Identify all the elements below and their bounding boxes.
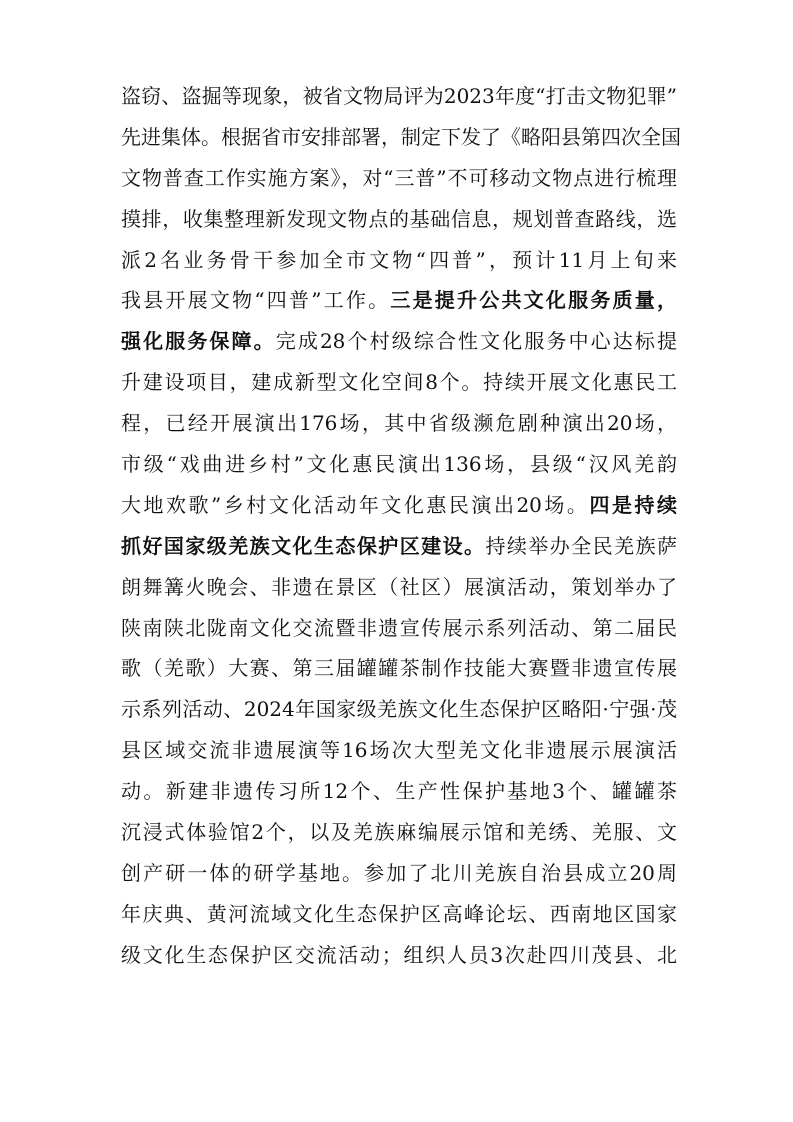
body-text bbox=[121, 76, 681, 976]
text-segment: 市级“戏曲进乡村”文化惠民演出136场，县级“汉风羌韵 bbox=[121, 452, 677, 477]
text-segment: 动。新建非遗传习所12个、生产性保护基地3个、罐罐茶 bbox=[121, 779, 677, 804]
text-line bbox=[121, 812, 677, 853]
text-segment: 年庆典、黄河流域文化生态保护区高峰论坛、西南地区国家 bbox=[121, 901, 677, 926]
text-line bbox=[121, 321, 677, 362]
text-line bbox=[121, 240, 677, 281]
text-segment: 升建设项目，建成新型文化空间8个。持续开展文化惠民工 bbox=[121, 370, 677, 395]
bold-text-segment: 强化服务保障。 bbox=[121, 329, 276, 354]
text-line bbox=[121, 280, 677, 321]
text-line bbox=[121, 608, 677, 649]
text-segment: 完成28个村级综合性文化服务中心达标提 bbox=[275, 329, 678, 354]
text-segment: 程，已经开展演出176场，其中省级濒危剧种演出20场， bbox=[121, 411, 677, 436]
text-segment: 摸排，收集整理新发现文物点的基础信息，规划普查路线，选 bbox=[121, 206, 677, 231]
text-segment: 大地欢歌”乡村文化活动年文化惠民演出20场。 bbox=[121, 492, 590, 517]
text-segment: 县区域交流非遗展演等16场次大型羌文化非遗展示展演活 bbox=[121, 738, 677, 763]
text-line bbox=[121, 771, 677, 812]
text-line bbox=[121, 158, 677, 199]
text-line bbox=[121, 648, 677, 689]
text-segment: 派2名业务骨干参加全市文物“四普”，预计11月上旬来 bbox=[121, 247, 677, 272]
text-segment: 文物普查工作实施方案》，对“三普”不可移动文物点进行梳理 bbox=[121, 165, 677, 190]
text-segment: 沉浸式体验馆2个，以及羌族麻编展示馆和羌绣、羌服、文 bbox=[121, 820, 677, 845]
text-segment: 歌（羌歌）大赛、第三届罐罐茶制作技能大赛暨非遗宣传展 bbox=[121, 656, 677, 681]
text-line bbox=[121, 894, 677, 935]
text-segment: 级文化生态保护区交流活动；组织人员3次赴四川茂县、北 bbox=[121, 942, 677, 967]
text-segment: 示系列活动、2024年国家级羌族文化生态保护区略阳·宁强·茂 bbox=[121, 697, 677, 722]
text-segment: 先进集体。根据省市安排部署，制定下发了《略阳县第四次全国 bbox=[121, 124, 681, 149]
text-segment: 朗舞篝火晚会、非遗在景区（社区）展演活动，策划举办了 bbox=[121, 574, 677, 599]
bold-text-segment: 三是提升公共文化服务质量， bbox=[390, 288, 678, 313]
text-line bbox=[121, 76, 677, 117]
text-segment: 盗窃、盗掘等现象，被省文物局评为2023年度“打击文物犯罪” bbox=[121, 84, 677, 108]
text-line bbox=[121, 362, 677, 403]
text-segment: 陕南陕北陇南文化交流暨非遗宣传展示系列活动、第二届民 bbox=[121, 615, 677, 640]
text-line bbox=[121, 689, 677, 730]
bold-text-segment: 抓好国家级羌族文化生态保护区建设。 bbox=[121, 533, 486, 558]
text-line bbox=[121, 444, 677, 485]
text-line bbox=[121, 853, 677, 894]
text-segment: 创产研一体的研学基地。参加了北川羌族自治县成立20周 bbox=[121, 860, 677, 885]
text-line bbox=[121, 526, 677, 567]
bold-text-segment: 四是持续 bbox=[589, 492, 677, 517]
text-line bbox=[121, 485, 677, 526]
text-segment: 持续举办全民羌族萨 bbox=[485, 533, 678, 558]
text-line bbox=[121, 117, 681, 158]
text-line bbox=[121, 403, 677, 444]
text-line bbox=[121, 199, 677, 240]
text-line bbox=[121, 730, 677, 771]
text-line bbox=[121, 935, 677, 976]
text-line bbox=[121, 567, 677, 608]
text-segment: 我县开展文物“四普”工作。 bbox=[121, 288, 391, 313]
